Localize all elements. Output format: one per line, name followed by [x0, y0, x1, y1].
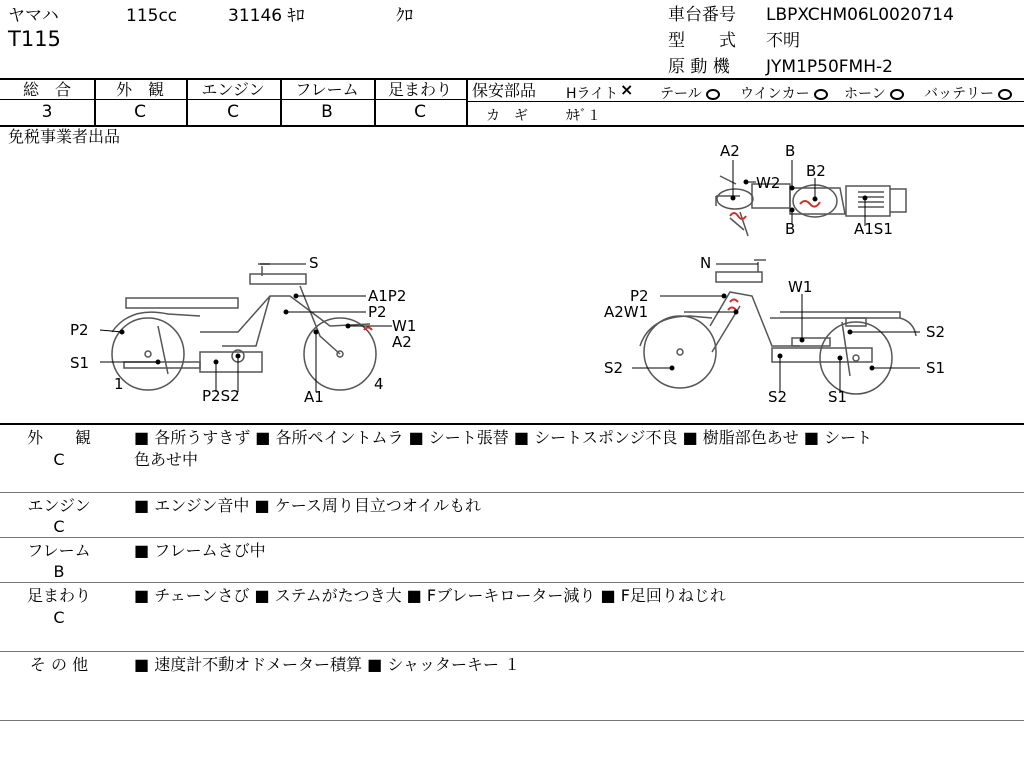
label-right-s1-bottom: S1 — [828, 388, 848, 406]
ok-circle-icon — [890, 89, 904, 100]
remark-suspension-line-1: ■ チェーンさび ■ ステムがたつき大 ■ Fブレーキローター減り ■ F足回りねじれ — [134, 586, 726, 605]
model-name: T115 — [8, 27, 61, 51]
damage-mark-icon — [800, 201, 820, 207]
ok-circle-icon — [998, 89, 1012, 100]
grade-engine-value: C — [227, 102, 239, 122]
maker: ヤマハ — [8, 6, 59, 26]
safety-label: 保安部品 — [472, 81, 537, 100]
divider — [0, 423, 1024, 425]
key-label: カ ギ — [486, 108, 528, 124]
remark-engine-grade: C — [53, 517, 65, 536]
left-side-drawing — [112, 264, 376, 390]
label-right-s2-left: S2 — [604, 359, 624, 377]
label-right-w1: W1 — [788, 278, 813, 296]
remark-frame-label: フレーム — [27, 541, 91, 560]
grade-frame-label: フレーム — [295, 80, 359, 99]
divider — [0, 651, 1024, 652]
label-top-w2: W2 — [756, 174, 781, 192]
tax-exempt-notice: 免税事業者出品 — [8, 127, 121, 146]
remark-other-line-1: ■ 速度計不動オドメーター積算 ■ シャッターキー １ — [134, 655, 521, 674]
frame-no: LBPXCHM06L0020714 — [766, 5, 954, 25]
label-right-p2: P2 — [630, 287, 649, 305]
label-left-a2: A2 — [392, 333, 412, 351]
label-left-p2s2: P2S2 — [202, 387, 240, 405]
grade-engine-label: エンジン — [201, 80, 265, 99]
label-top-a1s1: A1S1 — [854, 220, 893, 238]
label-top-b: B — [785, 142, 796, 160]
headlight-mark: × — [620, 80, 634, 99]
grade-frame-value: B — [321, 102, 333, 122]
mileage: 31146 ｷﾛ — [228, 6, 305, 26]
grade-suspension-value: C — [414, 102, 426, 122]
damage-marks — [364, 201, 820, 330]
ok-circle-icon — [706, 89, 720, 100]
grade-exterior-value: C — [134, 102, 146, 122]
label-left-a1p2: A1P2 — [368, 287, 407, 305]
label-right-a2w1: A2W1 — [604, 303, 649, 321]
label-left-1: 1 — [114, 375, 124, 393]
divider — [0, 582, 1024, 583]
remark-exterior-line-1: ■ 各所うすきず ■ 各所ペイントムラ ■ シート張替 ■ シートスポンジ不良 ■ 樹脂部色あせ ■ シート — [134, 428, 873, 447]
divider — [0, 492, 1024, 493]
label-left-p2-left: P2 — [70, 321, 89, 339]
remark-exterior-line-2: 色あせ中 — [134, 450, 199, 469]
frame-no-label: 車台番号 — [668, 5, 736, 25]
winker-label: ウインカー — [740, 86, 810, 102]
label-top-a2: A2 — [720, 142, 740, 160]
headlight-label: Hライト — [566, 86, 619, 102]
label-top-b-bottom: B — [785, 220, 796, 238]
divider — [0, 537, 1024, 538]
horn-label: ホーン — [844, 86, 886, 102]
color: ｸﾛ — [396, 6, 413, 26]
winker-item — [740, 83, 828, 103]
label-top-b2: B2 — [806, 162, 826, 180]
label-right-s2-bottom: S2 — [768, 388, 788, 406]
label-left-w1: W1 — [392, 317, 417, 335]
horn-item — [844, 83, 904, 103]
remark-exterior-grade: C — [53, 450, 65, 469]
battery-item — [924, 83, 1012, 103]
engine-label: 原 動 機 — [668, 57, 730, 77]
battery-label: バッテリー — [924, 86, 994, 102]
grade-exterior-label: 外 観 — [115, 80, 164, 99]
type-label: 型 式 — [668, 31, 736, 51]
label-left-s: S — [309, 254, 319, 272]
label-left-p2: P2 — [368, 303, 387, 321]
remark-engine-label: エンジン — [27, 496, 91, 515]
remark-suspension-label: 足まわり — [26, 586, 91, 605]
remark-frame-line-1: ■ フレームさび中 — [134, 541, 266, 560]
damage-mark-icon — [364, 328, 372, 331]
divider — [0, 99, 467, 100]
remark-suspension-grade: C — [53, 608, 65, 627]
label-left-a1: A1 — [304, 388, 324, 406]
label-right-n: N — [700, 254, 712, 272]
ok-circle-icon — [814, 89, 828, 100]
remark-exterior-label: 外 観 — [26, 428, 91, 447]
right-side-drawing — [640, 260, 916, 394]
key-value: ｶｷﾞ１ — [566, 108, 601, 124]
label-right-s2: S2 — [926, 323, 946, 341]
engine-value: JYM1P50FMH-2 — [766, 57, 893, 77]
remark-engine-line-1: ■ エンジン音中 ■ ケース周り目立つオイルもれ — [134, 496, 482, 515]
label-left-4: 4 — [374, 375, 384, 393]
damage-mark-icon — [730, 213, 746, 219]
label-right-s1: S1 — [926, 359, 946, 377]
damage-diagram — [0, 126, 1024, 424]
grade-suspension-label: 足まわり — [387, 80, 452, 99]
damage-mark-icon — [728, 300, 738, 311]
divider — [466, 78, 468, 126]
displacement: 115cc — [126, 6, 178, 26]
remark-frame-grade: B — [53, 562, 65, 581]
type-value: 不明 — [766, 31, 800, 51]
remark-other-label: そ の 他 — [29, 655, 89, 674]
label-left-s1: S1 — [70, 354, 90, 372]
grade-overall-label: 総 合 — [22, 80, 71, 99]
grade-overall-value: 3 — [41, 102, 53, 122]
tail-item — [660, 83, 720, 103]
divider — [0, 720, 1024, 721]
tail-label: テール — [660, 86, 702, 102]
